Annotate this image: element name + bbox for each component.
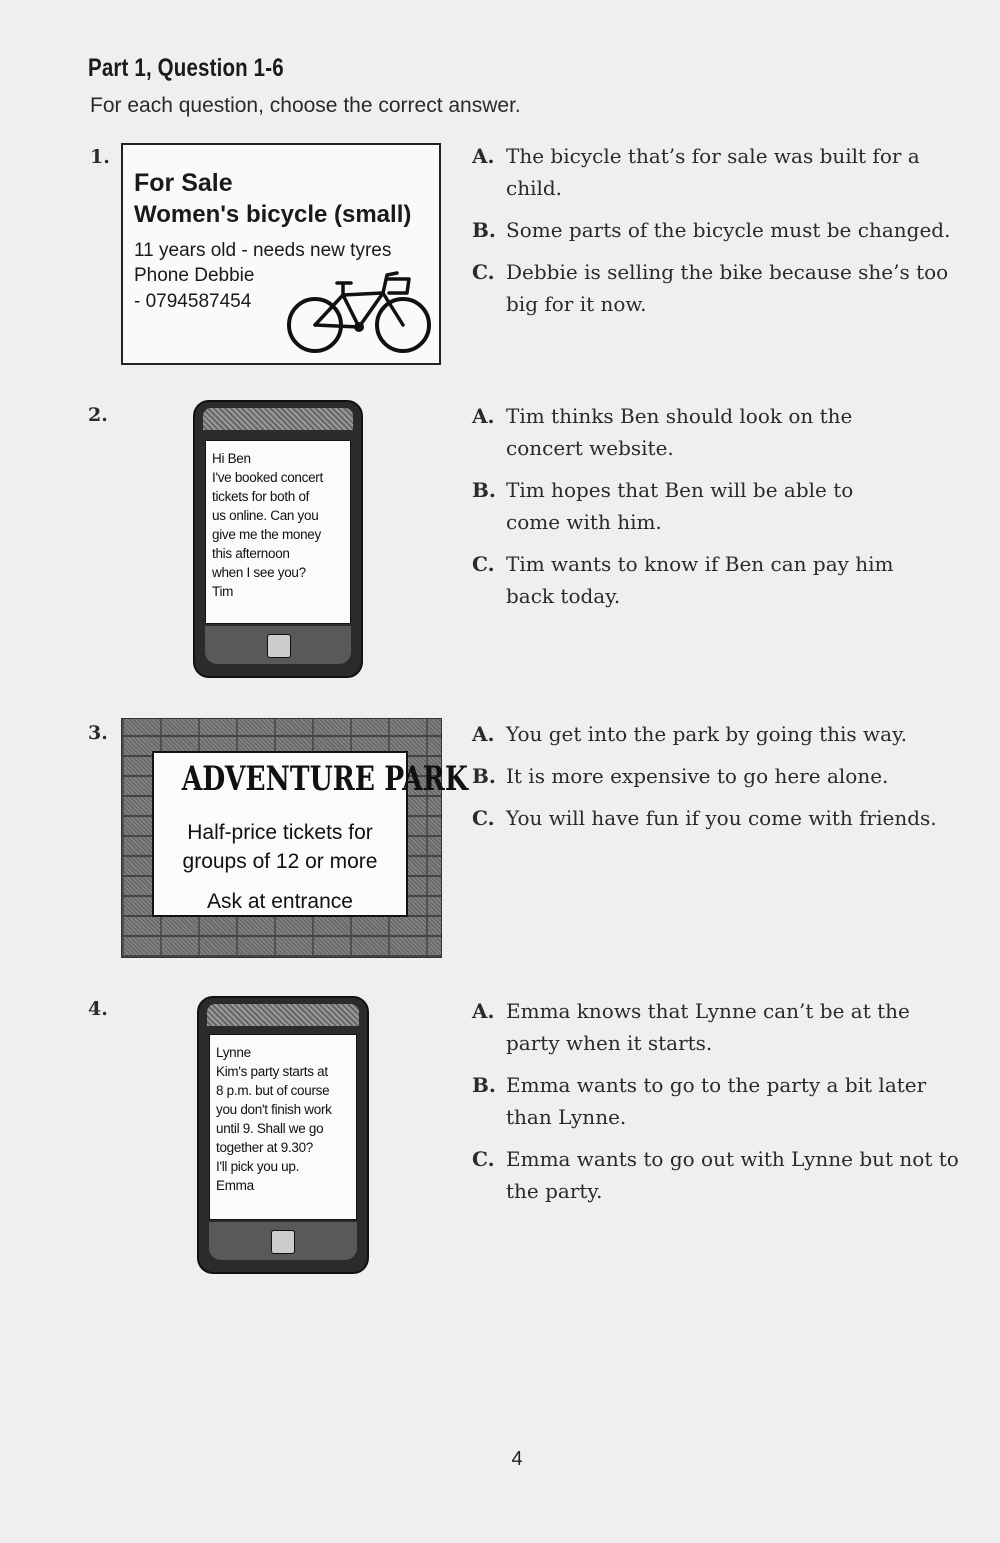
option-a[interactable]: A. Tim thinks Ben should look on the concert website. xyxy=(472,404,853,460)
home-button-icon xyxy=(267,634,291,658)
phone-speaker-grill xyxy=(203,408,353,430)
option-c[interactable]: C. Emma wants to go out with Lynne but not to the party. xyxy=(472,1147,959,1203)
message-line: I'll pick you up. xyxy=(216,1159,300,1174)
question-number-2: 2. xyxy=(88,404,108,426)
message-line: tickets for both of xyxy=(212,489,310,504)
message-line: Kim's party starts at xyxy=(216,1064,328,1079)
question-number-3: 3. xyxy=(88,722,108,744)
notice-heading: For Sale xyxy=(134,169,233,197)
option-a[interactable]: A. Emma knows that Lynne can’t be at the party when it starts. xyxy=(472,999,910,1055)
message-line: this afternoon xyxy=(212,546,290,561)
message-line: 8 p.m. but of course xyxy=(216,1083,330,1098)
text-message xyxy=(212,449,323,601)
sign-line: Half-price tickets for xyxy=(187,821,373,844)
sign-board xyxy=(152,751,468,917)
message-line: when I see you? xyxy=(212,565,306,580)
message-line: Lynne xyxy=(216,1045,251,1060)
page-number: 4 xyxy=(511,1448,523,1470)
notice-detail: 11 years old - needs new tyres xyxy=(134,240,392,261)
question-2-options xyxy=(472,400,962,622)
bicycle-icon xyxy=(285,263,435,359)
question-3-options xyxy=(472,718,962,844)
adventure-park-sign xyxy=(121,718,468,958)
notice-contact: Phone Debbie xyxy=(134,265,255,286)
option-a[interactable]: A. The bicycle that’s for sale was built for a child. xyxy=(472,144,920,200)
phone-message-emma xyxy=(197,996,369,1274)
sign-line: Ask at entrance xyxy=(207,890,353,913)
option-a[interactable]: A. You get into the park by going this way. xyxy=(472,722,908,746)
message-line: together at 9.30? xyxy=(216,1140,313,1155)
option-c[interactable]: C. Debbie is selling the bike because she’s too big for it now. xyxy=(472,260,949,316)
message-line: until 9. Shall we go xyxy=(216,1121,324,1136)
sign-title: ADVENTURE PARK xyxy=(181,759,468,799)
phone-speaker-grill xyxy=(207,1004,359,1026)
notice-subheading: Women's bicycle (small) xyxy=(134,201,412,228)
message-line: Tim xyxy=(212,584,234,599)
question-1-options xyxy=(472,140,962,330)
message-line: Hi Ben xyxy=(212,451,251,466)
home-button-icon xyxy=(271,1230,295,1254)
message-line: Emma xyxy=(216,1178,254,1193)
message-line: us online. Can you xyxy=(212,508,319,523)
message-line: you don't finish work xyxy=(216,1102,332,1117)
for-sale-notice xyxy=(121,143,441,365)
option-b[interactable]: B. Tim hopes that Ben will be able to come with him. xyxy=(472,478,854,534)
text-message xyxy=(216,1043,332,1195)
option-b[interactable]: B. It is more expensive to go here alone. xyxy=(472,764,889,788)
question-number-4: 4. xyxy=(88,998,108,1020)
instruction-text: For each question, choose the correct answer. xyxy=(90,94,521,117)
option-b[interactable]: B. Emma wants to go to the party a bit later than Lynne. xyxy=(472,1073,927,1129)
option-c[interactable]: C. Tim wants to know if Ben can pay him back today. xyxy=(472,552,894,608)
message-line: I've booked concert xyxy=(212,470,323,485)
phone-message-tim xyxy=(193,400,363,678)
question-number-1: 1. xyxy=(90,146,110,168)
question-4-options xyxy=(472,995,962,1217)
notice-phone: - 0794587454 xyxy=(134,291,252,312)
page-title: Part 1, Question 1-6 xyxy=(88,54,284,82)
phone-screen xyxy=(209,1034,357,1220)
option-c[interactable]: C. You will have fun if you come with friends. xyxy=(472,806,937,830)
option-b[interactable]: B. Some parts of the bicycle must be changed. xyxy=(472,218,951,242)
message-line: give me the money xyxy=(212,527,321,542)
phone-screen xyxy=(205,440,351,624)
sign-line: groups of 12 or more xyxy=(182,850,378,873)
